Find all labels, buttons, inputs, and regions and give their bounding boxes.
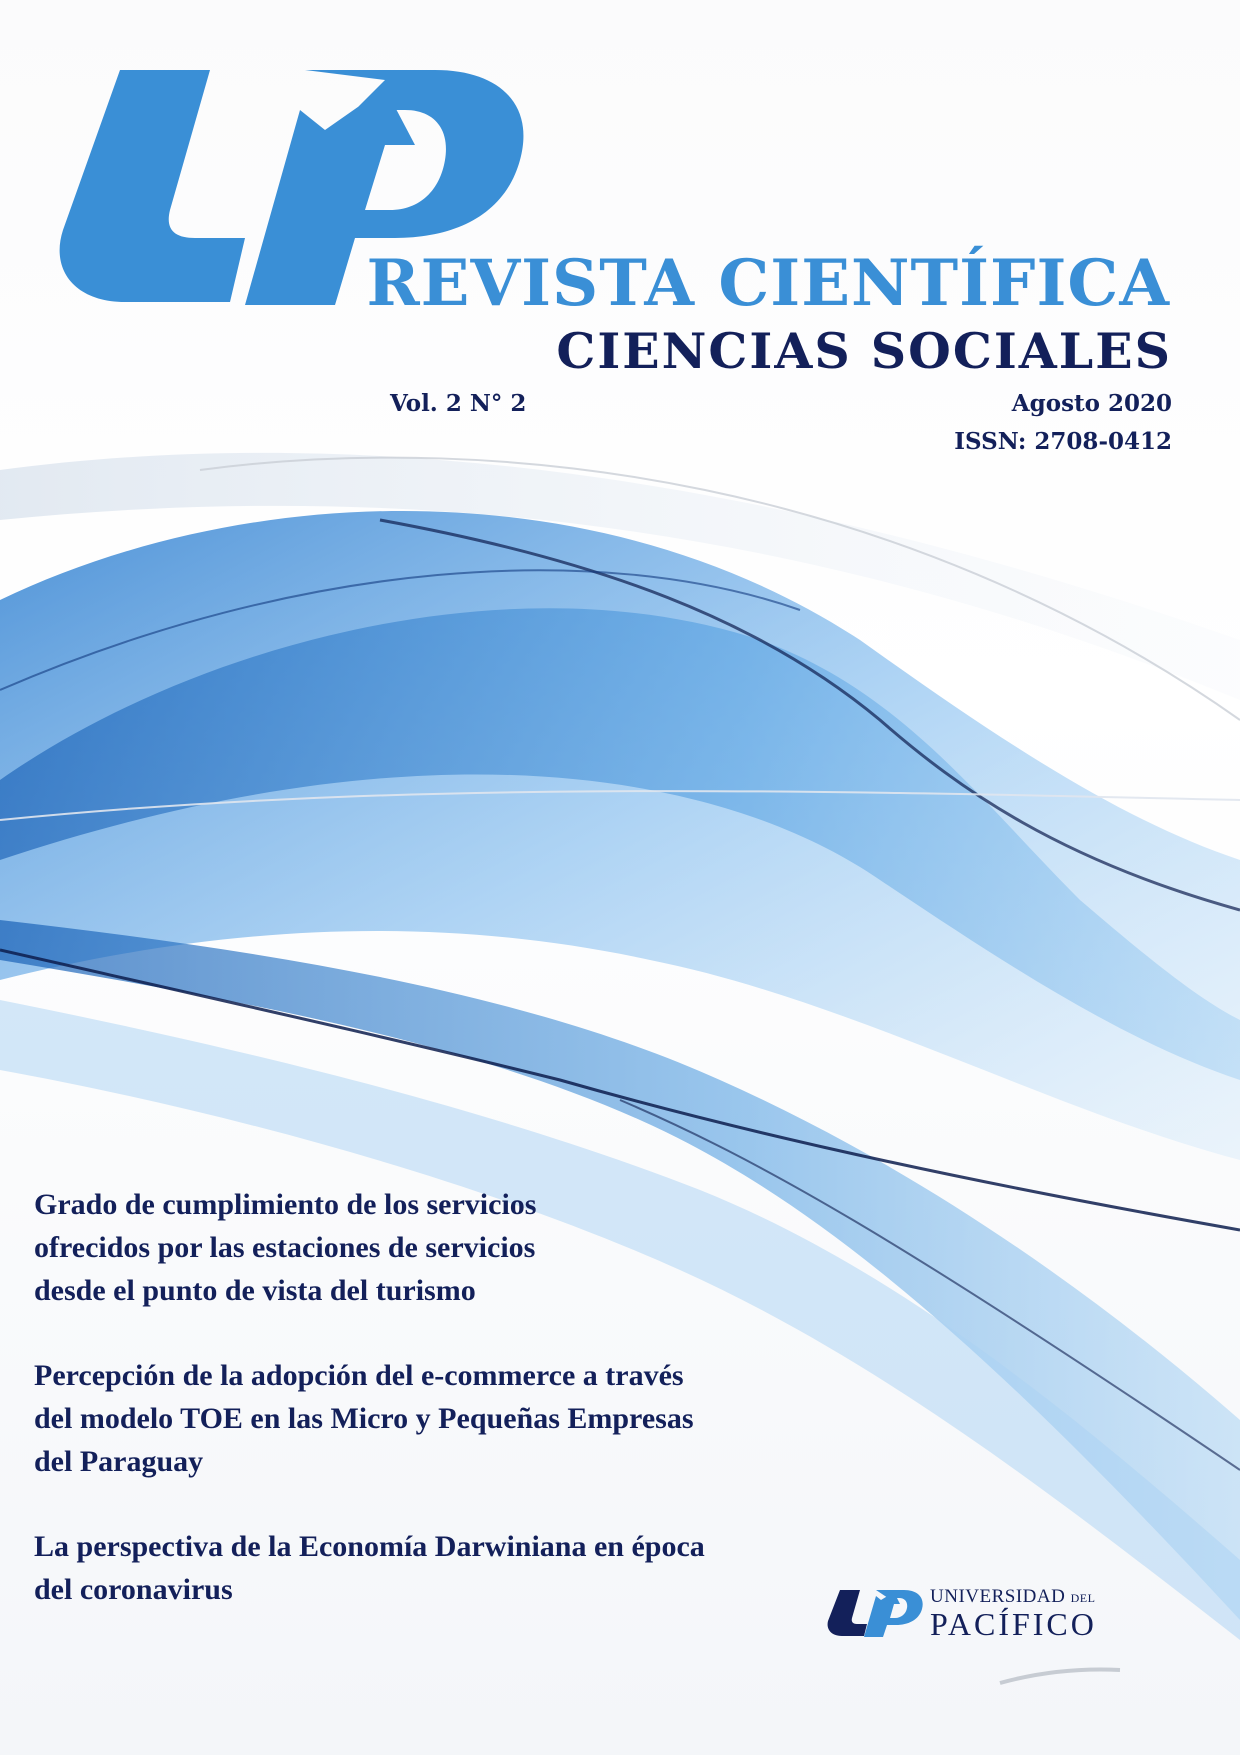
- article-title: [34, 1354, 854, 1483]
- article-title-line: Percepción de la adopción del e-commerce a través: [34, 1359, 684, 1392]
- issue-date: Agosto 2020: [1011, 390, 1172, 417]
- university-name-line2: PACÍFICO: [930, 1606, 1097, 1642]
- article-title: [34, 1525, 854, 1611]
- article-title-line: La perspectiva de la Economía Darwiniana en época: [34, 1530, 705, 1563]
- article-title: [34, 1183, 854, 1312]
- journal-subtitle: CIENCIAS SOCIALES: [556, 322, 1172, 380]
- university-logo: [826, 1584, 1126, 1644]
- article-title-line: desde el punto de vista del turismo: [34, 1274, 476, 1307]
- journal-title: REVISTA CIENTÍFICA: [366, 246, 1170, 321]
- article-title-line: del coronavirus: [34, 1573, 233, 1606]
- up-small-logo-icon: [826, 1588, 924, 1638]
- article-list: [34, 1183, 854, 1653]
- university-name-line1: [930, 1586, 1095, 1608]
- volume-number: Vol. 2 N° 2: [390, 390, 527, 417]
- university-del: DEL: [1070, 1591, 1096, 1605]
- article-title-line: del modelo TOE en las Micro y Pequeñas Empresas: [34, 1402, 694, 1435]
- issn-number: ISSN: 2708-0412: [954, 428, 1172, 455]
- article-title-line: ofrecidos por las estaciones de servicios: [34, 1231, 536, 1264]
- article-title-line: del Paraguay: [34, 1445, 204, 1478]
- article-title-line: Grado de cumplimiento de los servicios: [34, 1188, 537, 1221]
- university-word: UNIVERSIDAD: [930, 1586, 1066, 1607]
